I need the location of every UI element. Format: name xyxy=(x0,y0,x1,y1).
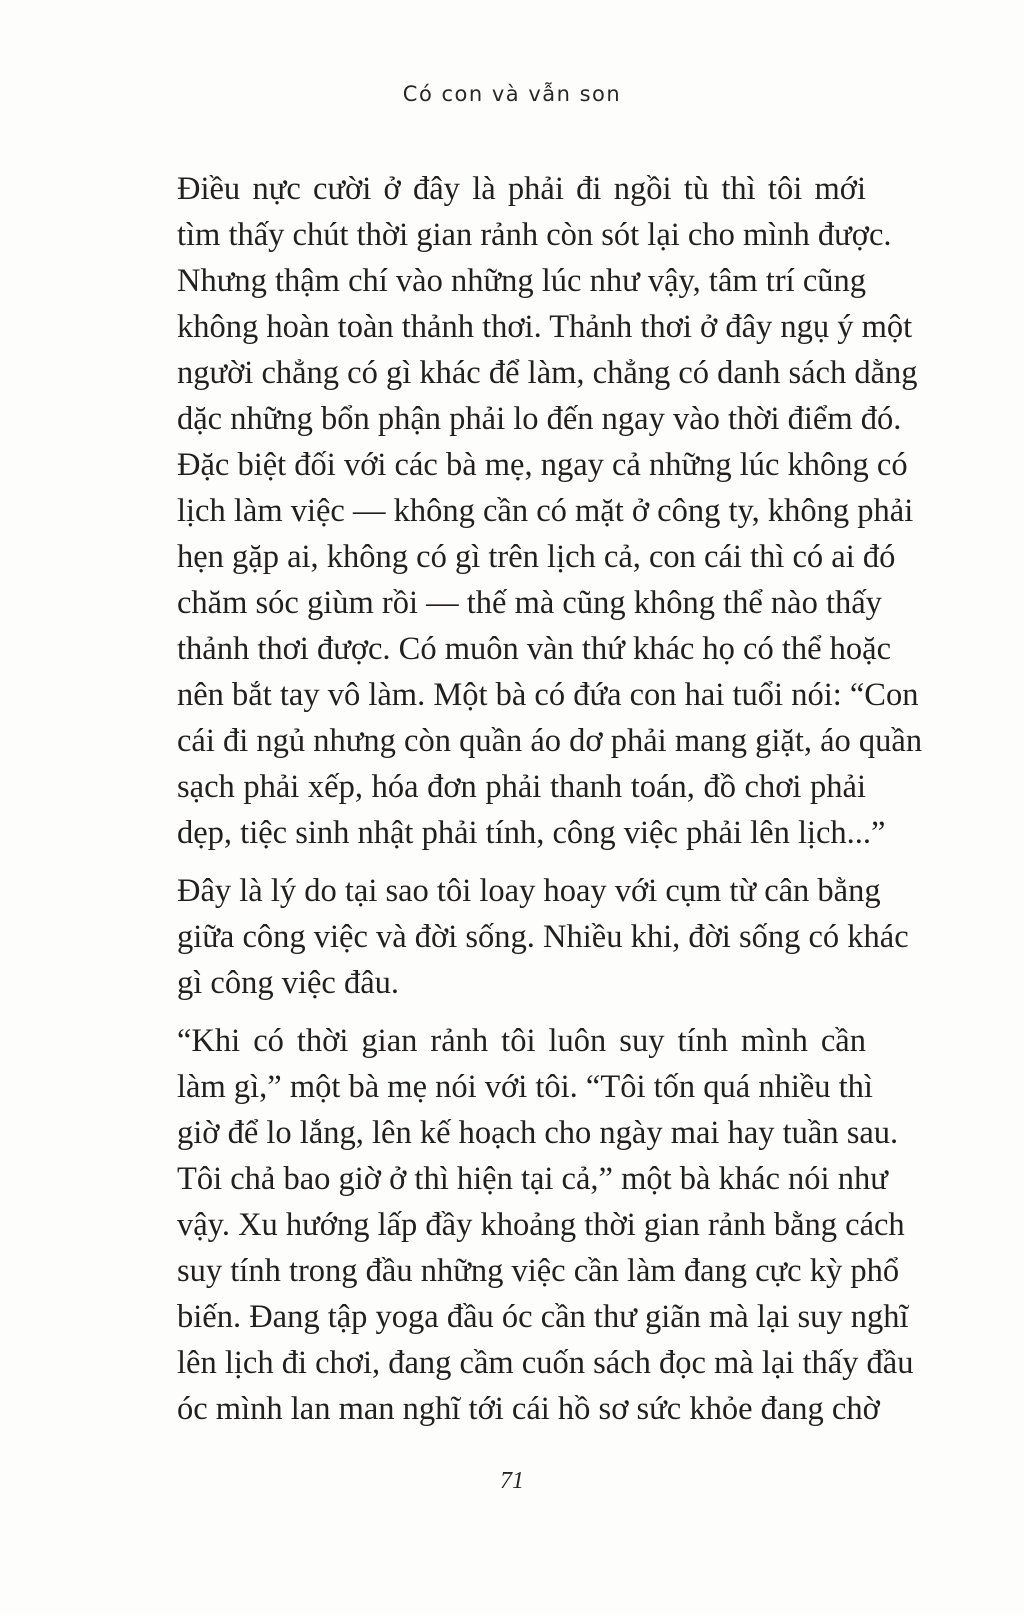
text-line: hẹn gặp ai, không có gì trên lịch cả, con cái thì có ai đó xyxy=(177,539,896,575)
text-line: Nhưng thậm chí vào những lúc như vậy, tâm trí cũng xyxy=(177,263,866,299)
text-line: Đây là lý do tại sao tôi loay hoay với cụm từ cân bằng xyxy=(177,873,881,909)
text-line: nên bắt tay vô làm. Một bà có đứa con hai tuổi nói: “Con xyxy=(177,677,919,713)
text-line: lịch làm việc — không cần có mặt ở công ty, không phải xyxy=(177,493,914,529)
text-line: “Khi có thời gian rảnh tôi luôn suy tính mình cần xyxy=(177,1023,866,1059)
text-line: giờ để lo lắng, lên kế hoạch cho ngày mai hay tuần sau. xyxy=(177,1115,899,1151)
text-line: dẹp, tiệc sinh nhật phải tính, công việc phải lên lịch...” xyxy=(177,815,886,851)
running-header-title: Có con và vẫn son xyxy=(402,82,622,106)
text-line: giữa công việc và đời sống. Nhiều khi, đời sống có khác xyxy=(177,919,909,955)
text-line: gì công việc đâu. xyxy=(177,965,400,1001)
text-line: tìm thấy chút thời gian rảnh còn sót lại cho mình được. xyxy=(177,217,892,253)
paragraph-1 xyxy=(132,166,923,856)
text-line: thảnh thơi được. Có muôn vàn thứ khác họ có thể hoặc xyxy=(177,631,892,667)
text-line: óc mình lan man nghĩ tới cái hồ sơ sức khỏe đang chờ xyxy=(177,1391,880,1427)
text-line: người chẳng có gì khác để làm, chẳng có danh sách dằng xyxy=(177,355,918,391)
text-line: Điều nực cười ở đây là phải đi ngồi tù thì tôi mới xyxy=(177,171,866,207)
text-line: vậy. Xu hướng lấp đầy khoảng thời gian rảnh bằng cách xyxy=(177,1207,905,1243)
text-line: lên lịch đi chơi, đang cầm cuốn sách đọc mà lại thấy đầu xyxy=(177,1345,914,1381)
text-line: sạch phải xếp, hóa đơn phải thanh toán, đồ chơi phải xyxy=(177,769,866,805)
text-line: làm gì,” một bà mẹ nói với tôi. “Tôi tốn quá nhiều thì xyxy=(177,1069,873,1105)
text-line: cái đi ngủ nhưng còn quần áo dơ phải mang giặt, áo quần xyxy=(177,723,923,759)
text-line: biến. Đang tập yoga đầu óc cần thư giãn mà lại suy nghĩ xyxy=(177,1299,909,1335)
paragraph-3 xyxy=(132,1018,914,1432)
paragraph-2 xyxy=(132,868,909,1006)
page-number: 71 xyxy=(500,1468,524,1494)
text-line: Tôi chả bao giờ ở thì hiện tại cả,” một bà khác nói như xyxy=(177,1161,888,1197)
text-line: Đặc biệt đối với các bà mẹ, ngay cả những lúc không có xyxy=(177,447,908,483)
text-line: chăm sóc giùm rồi — thế mà cũng không thể nào thấy xyxy=(177,585,882,621)
text-line: suy tính trong đầu những việc cần làm đang cực kỳ phổ xyxy=(177,1253,900,1289)
text-line: không hoàn toàn thảnh thơi. Thảnh thơi ở đây ngụ ý một xyxy=(177,309,913,345)
text-line: dặc những bổn phận phải lo đến ngay vào thời điểm đó. xyxy=(177,401,902,437)
body-text xyxy=(132,166,923,1444)
